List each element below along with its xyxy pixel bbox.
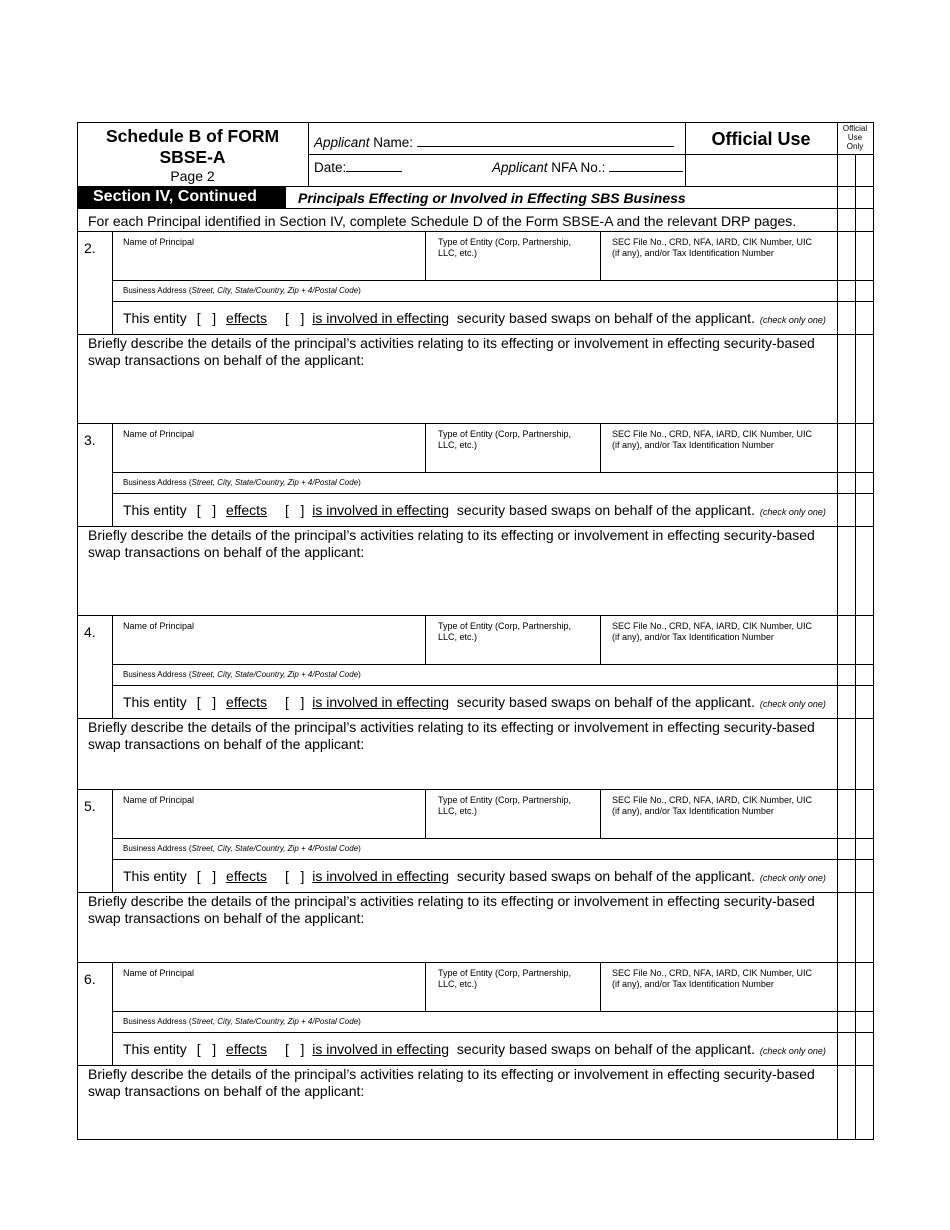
type-of-entity-label-line2: LLC, etc.) [438, 979, 478, 989]
describe-line2: swap transactions on behalf of the applicant: [88, 735, 365, 752]
type-of-entity-label-line2: LLC, etc.) [438, 632, 478, 642]
business-address-italic: Street, City, State/Country, Zip + 4/Postal Code [191, 844, 359, 853]
type-of-entity-label-line2: LLC, etc.) [438, 806, 478, 816]
applicant-name-line[interactable] [417, 146, 674, 147]
involved-label: is involved in effecting [312, 310, 449, 326]
activity-description-input[interactable] [78, 929, 836, 961]
involved-label: is involved in effecting [312, 868, 449, 884]
section-instructions: For each Principal identified in Section IV, complete Schedule D of the Form SBSE-A and the relevant DRP pages. [88, 213, 797, 229]
official-use-only-line2: Use [847, 133, 863, 142]
business-address-suffix: ) [358, 844, 361, 853]
business-address-prefix: Business Address ( [123, 286, 192, 295]
name-of-principal-label: Name of Principal [123, 968, 195, 978]
describe-line2: swap transactions on behalf of the applicant: [88, 351, 365, 368]
activity-description-input[interactable] [78, 1102, 836, 1138]
activity-description-input[interactable] [78, 563, 836, 614]
principal-number: 4. [84, 624, 96, 640]
type-of-entity-input[interactable] [426, 259, 599, 279]
applicant-name-field[interactable] [314, 135, 674, 151]
business-address-suffix: ) [358, 670, 361, 679]
business-address-label [123, 286, 361, 295]
name-of-principal-label: Name of Principal [123, 795, 195, 805]
type-of-entity-input[interactable] [426, 643, 599, 663]
effects-checkbox[interactable]: [ ] [196, 1041, 217, 1057]
swaps-text: security based swaps on behalf of the applicant. [456, 310, 755, 326]
activity-description-input[interactable] [78, 755, 836, 788]
official-use-only-line3: Only [846, 142, 864, 151]
business-address-italic: Street, City, State/Country, Zip + 4/Postal Code [191, 286, 359, 295]
type-of-entity-label [438, 968, 571, 990]
type-of-entity-label-line1: Type of Entity (Corp, Partnership, [438, 968, 572, 978]
type-of-entity-label [438, 429, 571, 451]
involved-checkbox[interactable]: [ ] [284, 694, 305, 710]
swaps-text: security based swaps on behalf of the applicant. [456, 694, 755, 710]
swaps-text: security based swaps on behalf of the applicant. [456, 868, 755, 884]
entity-role-line [123, 868, 826, 886]
applicant-nfa-line[interactable] [609, 171, 683, 172]
activity-description-label [88, 1066, 815, 1099]
sec-file-label-line2: (if any), and/or Tax Identification Number [612, 440, 774, 450]
activity-description-input[interactable] [78, 371, 836, 422]
involved-label: is involved in effecting [312, 1041, 449, 1057]
business-address-label [123, 1017, 361, 1026]
describe-line2: swap transactions on behalf of the applicant: [88, 543, 365, 560]
describe-line2: swap transactions on behalf of the applicant: [88, 1082, 365, 1099]
section-title: Section IV, Continued [78, 187, 286, 208]
entity-role-line [123, 1041, 826, 1059]
principal-number: 6. [84, 971, 96, 987]
this-entity-label: This entity [123, 1041, 187, 1057]
effects-checkbox[interactable]: [ ] [196, 502, 217, 518]
principal-number: 2. [84, 240, 96, 256]
activity-description-label [88, 335, 815, 368]
business-address-prefix: Business Address ( [123, 844, 192, 853]
page-label: Page 2 [170, 168, 215, 184]
check-only-one-note: (check only one) [759, 873, 826, 883]
sec-file-label-line2: (if any), and/or Tax Identification Number [612, 632, 774, 642]
involved-label: is involved in effecting [312, 694, 449, 710]
activity-description-label [88, 527, 815, 560]
section-description: Principals Effecting or Involved in Effecting SBS Business [298, 190, 686, 206]
type-of-entity-label-line2: LLC, etc.) [438, 440, 478, 450]
form-title-line1: Schedule B of FORM [105, 126, 280, 146]
sec-file-label [612, 968, 812, 990]
applicant-nfa-label-italic: Applicant [492, 160, 548, 175]
name-of-principal-input[interactable] [113, 806, 424, 837]
describe-line2: swap transactions on behalf of the applicant: [88, 909, 365, 926]
applicant-nfa-label: NFA No.: [547, 160, 606, 175]
sec-file-label-line2: (if any), and/or Tax Identification Number [612, 248, 774, 258]
business-address-prefix: Business Address ( [123, 478, 192, 487]
business-address-italic: Street, City, State/Country, Zip + 4/Postal Code [191, 478, 359, 487]
business-address-label [123, 478, 361, 487]
official-use-only-label [837, 124, 873, 151]
involved-checkbox[interactable]: [ ] [284, 1041, 305, 1057]
business-address-prefix: Business Address ( [123, 670, 192, 679]
effects-checkbox[interactable]: [ ] [196, 868, 217, 884]
sec-file-input[interactable] [601, 817, 836, 837]
type-of-entity-label [438, 237, 571, 259]
sec-file-input[interactable] [601, 259, 836, 279]
type-of-entity-label-line1: Type of Entity (Corp, Partnership, [438, 237, 572, 247]
name-of-principal-input[interactable] [113, 440, 424, 471]
this-entity-label: This entity [123, 502, 187, 518]
effects-checkbox[interactable]: [ ] [196, 310, 217, 326]
applicant-name-label-italic: Applicant [314, 135, 370, 150]
type-of-entity-label-line1: Type of Entity (Corp, Partnership, [438, 621, 572, 631]
official-use-only-line1: Official [842, 124, 868, 133]
date-field[interactable] [314, 160, 402, 176]
applicant-nfa-field[interactable] [492, 160, 683, 176]
type-of-entity-label-line1: Type of Entity (Corp, Partnership, [438, 795, 572, 805]
sec-file-input[interactable] [601, 990, 836, 1010]
sec-file-label-line1: SEC File No., CRD, NFA, IARD, CIK Number, UIC [612, 968, 813, 978]
name-of-principal-input[interactable] [113, 248, 424, 279]
effects-label: effects [226, 868, 268, 884]
involved-checkbox[interactable]: [ ] [284, 502, 305, 518]
swaps-text: security based swaps on behalf of the applicant. [456, 1041, 755, 1057]
business-address-suffix: ) [358, 1017, 361, 1026]
entity-role-line [123, 694, 826, 712]
date-line[interactable] [346, 171, 402, 172]
type-of-entity-label-line1: Type of Entity (Corp, Partnership, [438, 429, 572, 439]
sec-file-label-line1: SEC File No., CRD, NFA, IARD, CIK Number, UIC [612, 237, 813, 247]
entity-role-line [123, 310, 826, 328]
swaps-text: security based swaps on behalf of the applicant. [456, 502, 755, 518]
describe-line1: Briefly describe the details of the principal’s activities relating to its effecting or involvement in effecting security-based [88, 1066, 815, 1082]
type-of-entity-input[interactable] [426, 451, 599, 471]
effects-label: effects [226, 502, 268, 518]
form-title-line2: SBSE-A [159, 147, 226, 167]
name-of-principal-label: Name of Principal [123, 621, 195, 631]
sec-file-label [612, 795, 812, 817]
describe-line1: Briefly describe the details of the principal’s activities relating to its effecting or involvement in effecting security-based [88, 527, 815, 543]
activity-description-label [88, 719, 815, 752]
business-address-suffix: ) [358, 478, 361, 487]
sec-file-input[interactable] [601, 643, 836, 663]
name-of-principal-input[interactable] [113, 979, 424, 1010]
sec-file-label-line1: SEC File No., CRD, NFA, IARD, CIK Number, UIC [612, 429, 813, 439]
involved-checkbox[interactable]: [ ] [284, 868, 305, 884]
business-address-label [123, 670, 361, 679]
describe-line1: Briefly describe the details of the principal’s activities relating to its effecting or involvement in effecting security-based [88, 719, 815, 735]
effects-checkbox[interactable]: [ ] [196, 694, 217, 710]
sec-file-label-line2: (if any), and/or Tax Identification Number [612, 806, 774, 816]
type-of-entity-input[interactable] [426, 990, 599, 1010]
check-only-one-note: (check only one) [759, 1046, 826, 1056]
this-entity-label: This entity [123, 868, 187, 884]
check-only-one-note: (check only one) [759, 507, 826, 517]
effects-label: effects [226, 694, 268, 710]
involved-label: is involved in effecting [312, 502, 449, 518]
sec-file-label-line2: (if any), and/or Tax Identification Number [612, 979, 774, 989]
type-of-entity-label-line2: LLC, etc.) [438, 248, 478, 258]
name-of-principal-label: Name of Principal [123, 429, 195, 439]
date-label: Date: [314, 160, 347, 175]
check-only-one-note: (check only one) [759, 699, 826, 709]
name-of-principal-label: Name of Principal [123, 237, 195, 247]
principal-number: 3. [84, 432, 96, 448]
type-of-entity-label [438, 795, 571, 817]
sec-file-label [612, 429, 812, 451]
effects-label: effects [226, 1041, 268, 1057]
sec-file-label-line1: SEC File No., CRD, NFA, IARD, CIK Number, UIC [612, 621, 813, 631]
type-of-entity-label [438, 621, 571, 643]
sec-file-label-line1: SEC File No., CRD, NFA, IARD, CIK Number, UIC [612, 795, 813, 805]
sec-file-input[interactable] [601, 451, 836, 471]
business-address-suffix: ) [358, 286, 361, 295]
entity-role-line [123, 502, 826, 520]
applicant-name-label: Name: [369, 135, 414, 150]
this-entity-label: This entity [123, 310, 187, 326]
involved-checkbox[interactable]: [ ] [284, 310, 305, 326]
sec-file-label [612, 621, 812, 643]
business-address-prefix: Business Address ( [123, 1017, 192, 1026]
business-address-italic: Street, City, State/Country, Zip + 4/Postal Code [191, 1017, 359, 1026]
official-use-label: Official Use [711, 129, 811, 149]
describe-line1: Briefly describe the details of the principal’s activities relating to its effecting or involvement in effecting security-based [88, 893, 815, 909]
effects-label: effects [226, 310, 268, 326]
type-of-entity-input[interactable] [426, 817, 599, 837]
describe-line1: Briefly describe the details of the principal’s activities relating to its effecting or involvement in effecting security-based [88, 335, 815, 351]
business-address-label [123, 844, 361, 853]
name-of-principal-input[interactable] [113, 632, 424, 663]
principal-number: 5. [84, 798, 96, 814]
activity-description-label [88, 893, 815, 926]
check-only-one-note: (check only one) [759, 315, 826, 325]
sec-file-label [612, 237, 812, 259]
business-address-italic: Street, City, State/Country, Zip + 4/Postal Code [191, 670, 359, 679]
this-entity-label: This entity [123, 694, 187, 710]
